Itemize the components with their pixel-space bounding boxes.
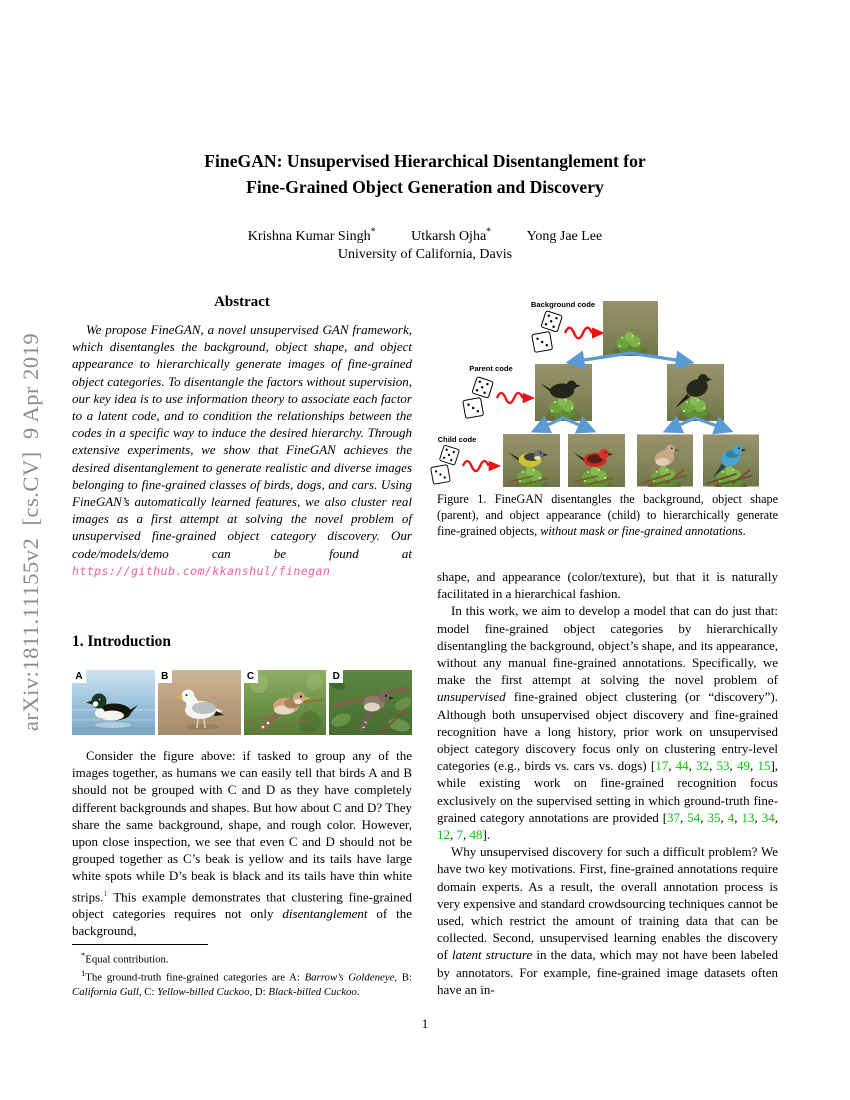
text-run: This example demonstrates that clustering fine-grained object categories requires not only <box>72 888 412 922</box>
text-run-italic: Yellow-billed Cuckoo <box>157 985 250 998</box>
generated-parent-image-1 <box>535 364 592 421</box>
parent-code-dice-icon <box>461 376 495 422</box>
bird-image-c <box>244 670 327 735</box>
generated-parent-image-2 <box>667 364 724 421</box>
bird-image-c-label: C <box>244 670 258 683</box>
text-run: In this work, we aim to develop a model that can do just that: model fine-grained object categories by hierarchically disentangling the background, object’s shape, and its appearance, without any manual fine-grained annotations. Specifically, we make the first attempt at solving the novel problem of <box>437 603 778 688</box>
paper-title-line2: Fine-Grained Object Generation and Discovery <box>246 177 604 197</box>
right-column-text <box>437 568 778 998</box>
bird-image-b <box>158 670 241 735</box>
github-link[interactable]: https://github.com/kkanshul/finegan <box>72 563 331 578</box>
generated-child-image-1 <box>503 434 560 487</box>
figure-1 <box>433 292 778 492</box>
intro-bird-figure-row <box>72 670 412 735</box>
paragraph-why-unsupervised <box>437 843 778 998</box>
citation-link[interactable]: 35 <box>707 809 721 825</box>
generated-child-image-2 <box>568 434 625 487</box>
text-run-italic: latent structure <box>452 947 533 963</box>
citation-link[interactable]: 15 <box>757 758 771 774</box>
text-run-italic: Barrow’s Goldeneye <box>304 971 395 984</box>
citation-link[interactable]: 48 <box>469 827 483 843</box>
citation-link[interactable]: 4 <box>727 809 735 825</box>
paper-title-line1: FineGAN: Unsupervised Hierarchical Disentanglement for <box>204 151 646 171</box>
text-run: Equal contribution. <box>85 953 169 966</box>
text-run-italic: disentanglement <box>282 906 368 922</box>
background-code-dice-icon <box>530 310 564 356</box>
citation-link[interactable]: 53 <box>716 758 730 774</box>
intro-paragraph <box>72 747 412 940</box>
citation-link[interactable]: 54 <box>687 809 701 825</box>
text-run: . <box>742 523 746 538</box>
background-code-label: Background code <box>530 300 596 309</box>
text-run-italic: without mask or fine-grained annotations <box>540 523 743 538</box>
author-1-name: Krishna Kumar Singh <box>247 228 371 244</box>
author-3-name: Yong Jae Lee <box>526 228 603 244</box>
text-run: . <box>356 985 360 998</box>
text-run-italic: California Gull <box>72 985 139 998</box>
paper-title <box>0 148 850 200</box>
parent-code-label: Parent code <box>469 364 513 373</box>
text-run: fine-grained object clustering (or “discovery”). Although both unsupervised object discovery and fine-grained recognition have a long history, prior work on unsupervised object category discovery focus only on clustering entry-level categories (e.g., birds vs. cars vs. dogs) <box>437 689 778 774</box>
bird-image-b-label: B <box>158 670 172 683</box>
author-line <box>0 226 850 245</box>
paragraph-in-this-work <box>437 602 778 843</box>
footnote-block <box>72 944 412 1000</box>
citation-link[interactable]: 37 <box>667 809 681 825</box>
red-wavy-arrow-icon <box>495 389 537 407</box>
author-2 <box>411 226 492 244</box>
bird-image-a-label: A <box>72 670 86 683</box>
paragraph-continuation: shape, and appearance (color/texture), but that it is naturally facilitated in a hierarchical fashion. <box>437 569 778 602</box>
footnote-1 <box>72 967 412 999</box>
text-run: The ground-truth fine-grained categories are A: <box>85 971 305 984</box>
red-wavy-arrow-icon <box>563 324 607 342</box>
text-run: Figure 1. FineGAN disentangles the background, object shape (parent), and object appearance (child) to hierarchically generate fine-grained objects, <box>437 492 778 538</box>
author-1 <box>247 226 376 244</box>
bird-image-a <box>72 670 155 735</box>
text-run: of the background, <box>72 906 412 939</box>
section-heading-introduction: 1. Introduction <box>72 633 171 650</box>
generated-child-image-3 <box>637 434 693 487</box>
affiliation: University of California, Davis <box>337 247 513 262</box>
abstract-heading: Abstract <box>214 294 270 310</box>
citation-link[interactable]: 7 <box>456 827 463 843</box>
text-run-italic: unsupervised <box>437 689 506 705</box>
footnote-equal-contribution <box>72 949 412 967</box>
child-code-dice-icon <box>429 444 461 488</box>
generated-child-image-4 <box>703 434 759 487</box>
text-run: in the data, which may not have been labeled by annotators. For example, fine-grained image datasets often have an in- <box>437 947 778 997</box>
arxiv-watermark: arXiv:1811.11155v2 [cs.CV] 9 Apr 2019 <box>18 332 43 732</box>
citation-link[interactable]: 32 <box>696 758 710 774</box>
citation-group: [17, 44, 32, 53, 49, 15] <box>650 758 775 774</box>
citation-link[interactable]: 44 <box>675 758 689 774</box>
bird-image-d-label: D <box>329 670 343 683</box>
bird-image-d <box>329 670 412 735</box>
child-code-label: Child code <box>437 435 477 444</box>
author-2-mark: * <box>486 226 492 237</box>
abstract-text: We propose FineGAN, a novel unsupervised GAN framework, which disentangles the background, object shape, and object appearance to hierarchically generate images of fine-grained object categories. To disentangle the factors without supervision, our key idea is to use information theory to associate each factor to a latent code, and to condition the relationships between the codes in a specific way to induce the desired hierarchy. Through extensive experiments, we show that FineGAN achieves the desired disentanglement to generate realistic and diverse images belonging to fine-grained classes of birds, dogs, and cars. Using FineGAN’s automatically learned features, we also cluster real images as a first attempt at solving the novel problem of unsupervised fine-grained object category discovery. Our code/models/demo can be found at <box>72 322 412 561</box>
footnote-marker-link[interactable]: 1 <box>103 887 108 898</box>
citation-group: [37, 54, 35, 4, 13, 34, 12, 7, 48] <box>437 809 779 843</box>
citation-link[interactable]: 49 <box>737 758 750 774</box>
author-1-mark: * <box>370 226 376 237</box>
author-3 <box>527 229 603 244</box>
citation-link[interactable]: 12 <box>437 827 450 843</box>
text-run: Consider the figure above: if tasked to group any of the images together, as humans we can easily tell that birds A and B should not be grouped with C and D as they have completely different backgrounds and shapes. But how about C and D? They share the same background, shape, and rough color. However, upon close inspection, we see that even C and D should not be grouped together as C’s beak is yellow and its tails have large white spots while D’s beak is black and its tails have thin white strips. <box>72 748 412 904</box>
citation-link[interactable]: 13 <box>741 809 755 825</box>
figure-1-caption <box>437 492 778 539</box>
text-run: Why unsupervised discovery for such a difficult problem? We have two key motivations. First, fine-grained annotations require domain experts. As a result, the overall annotation process is very expensive and standard crowdsourcing techniques cannot be used, which restrict the amount of training data that can be collected. Second, unsupervised learning enables the discovery of <box>437 844 778 963</box>
text-run: , D: <box>249 985 269 998</box>
citation-link[interactable]: 34 <box>761 809 775 825</box>
text-run: , B: <box>394 971 412 984</box>
footnote-rule <box>72 944 208 945</box>
red-wavy-arrow-icon <box>461 457 503 475</box>
text-run: . <box>486 827 491 843</box>
author-2-name: Utkarsh Ojha <box>411 228 487 244</box>
generated-background-image <box>603 301 658 356</box>
citation-link[interactable]: 17 <box>655 758 669 774</box>
page-number: 1 <box>421 1016 429 1031</box>
abstract-body <box>72 321 412 580</box>
text-run: , while existing work on fine-grained recognition focus exclusively on the supervised setting in which ground-truth fine-grained category annotations are provided <box>437 758 779 825</box>
text-run-italic: Black-billed Cuckoo <box>268 985 357 998</box>
footnote-1-mark: 1 <box>81 968 86 979</box>
asterisk-mark: * <box>81 950 86 960</box>
text-run: , C: <box>138 985 158 998</box>
